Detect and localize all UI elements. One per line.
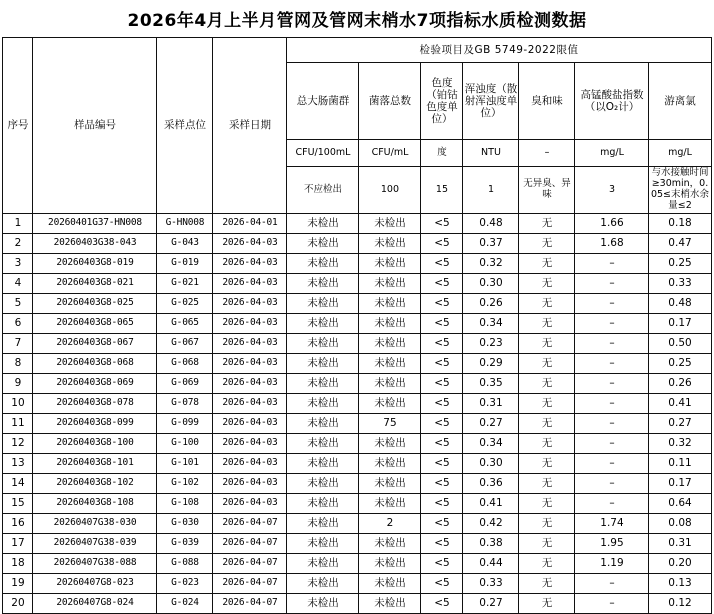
cell-sample-id: 20260403G8-021 — [33, 274, 157, 294]
cell-coliform: 未检出 — [287, 574, 359, 594]
cell-colony: 未检出 — [359, 454, 421, 474]
cell-permanganate: 1.68 — [575, 234, 649, 254]
column-header-permanganate: 高锰酸盐指数（以O₂计） — [575, 63, 649, 140]
limit-coliform: 不应检出 — [287, 167, 359, 214]
cell-sample-id: 20260407G8-024 — [33, 594, 157, 614]
cell-date: 2026-04-07 — [213, 534, 287, 554]
cell-point: G-068 — [157, 354, 213, 374]
cell-chlorine: 0.17 — [649, 474, 711, 494]
cell-coliform: 未检出 — [287, 374, 359, 394]
table-row — [3, 354, 711, 374]
cell-turbidity: 0.37 — [463, 234, 519, 254]
cell-chroma: <5 — [421, 474, 463, 494]
cell-turbidity: 0.31 — [463, 394, 519, 414]
cell-chlorine: 0.33 — [649, 274, 711, 294]
table-row — [3, 314, 711, 334]
cell-date: 2026-04-03 — [213, 374, 287, 394]
cell-permanganate: – — [575, 374, 649, 394]
cell-permanganate: – — [575, 254, 649, 274]
cell-turbidity: 0.42 — [463, 514, 519, 534]
cell-date: 2026-04-03 — [213, 494, 287, 514]
table-row — [3, 534, 711, 554]
cell-sample-id: 20260403G8-099 — [33, 414, 157, 434]
cell-point: G-101 — [157, 454, 213, 474]
limit-chlorine: 与水接触时间≥30min，0.05≤末梢水余量≤2 — [649, 167, 711, 214]
cell-no: 14 — [3, 474, 33, 494]
cell-odor: 无 — [519, 494, 575, 514]
cell-date: 2026-04-03 — [213, 334, 287, 354]
column-header-turbidity: 浑浊度（散射浑浊度单位） — [463, 63, 519, 140]
cell-odor: 无 — [519, 474, 575, 494]
cell-chlorine: 0.18 — [649, 214, 711, 234]
table-row — [3, 374, 711, 394]
cell-chroma: <5 — [421, 354, 463, 374]
cell-coliform: 未检出 — [287, 234, 359, 254]
cell-no: 6 — [3, 314, 33, 334]
cell-coliform: 未检出 — [287, 494, 359, 514]
cell-odor: 无 — [519, 534, 575, 554]
cell-chroma: <5 — [421, 394, 463, 414]
cell-permanganate: – — [575, 334, 649, 354]
cell-odor: 无 — [519, 374, 575, 394]
cell-turbidity: 0.34 — [463, 434, 519, 454]
column-header-sample-id: 样品编号 — [33, 38, 157, 214]
cell-point: G-088 — [157, 554, 213, 574]
cell-coliform: 未检出 — [287, 474, 359, 494]
cell-permanganate: – — [575, 454, 649, 474]
column-header-sample-date: 采样日期 — [213, 38, 287, 214]
cell-sample-id: 20260407G38-030 — [33, 514, 157, 534]
cell-point: G-HN008 — [157, 214, 213, 234]
cell-turbidity: 0.41 — [463, 494, 519, 514]
unit-colony: CFU/mL — [359, 140, 421, 167]
cell-date: 2026-04-03 — [213, 254, 287, 274]
cell-point: G-019 — [157, 254, 213, 274]
cell-permanganate: – — [575, 594, 649, 614]
cell-sample-id: 20260403G8-065 — [33, 314, 157, 334]
cell-no: 1 — [3, 214, 33, 234]
cell-no: 15 — [3, 494, 33, 514]
cell-point: G-099 — [157, 414, 213, 434]
cell-odor: 无 — [519, 234, 575, 254]
cell-date: 2026-04-03 — [213, 474, 287, 494]
cell-no: 16 — [3, 514, 33, 534]
cell-chroma: <5 — [421, 574, 463, 594]
cell-coliform: 未检出 — [287, 434, 359, 454]
cell-colony: 未检出 — [359, 554, 421, 574]
cell-no: 4 — [3, 274, 33, 294]
cell-point: G-025 — [157, 294, 213, 314]
cell-permanganate: – — [575, 474, 649, 494]
cell-turbidity: 0.32 — [463, 254, 519, 274]
page-title: 2026年4月上半月管网及管网末梢水7项指标水质检测数据 — [127, 11, 587, 31]
cell-chlorine: 0.17 — [649, 314, 711, 334]
cell-sample-id: 20260407G8-023 — [33, 574, 157, 594]
cell-permanganate: 1.19 — [575, 554, 649, 574]
cell-sample-id: 20260403G8-069 — [33, 374, 157, 394]
unit-coliform: CFU/100mL — [287, 140, 359, 167]
cell-colony: 未检出 — [359, 214, 421, 234]
cell-permanganate: – — [575, 434, 649, 454]
table-row — [3, 294, 711, 314]
cell-point: G-065 — [157, 314, 213, 334]
unit-chlorine: mg/L — [649, 140, 711, 167]
cell-coliform: 未检出 — [287, 414, 359, 434]
table-row — [3, 214, 711, 234]
cell-chlorine: 0.26 — [649, 374, 711, 394]
table-header-group-row — [3, 38, 711, 63]
cell-colony: 未检出 — [359, 474, 421, 494]
cell-colony: 2 — [359, 514, 421, 534]
unit-odor: – — [519, 140, 575, 167]
cell-no: 3 — [3, 254, 33, 274]
column-header-chroma: 色度（铂钴色度单位） — [421, 63, 463, 140]
cell-chlorine: 0.11 — [649, 454, 711, 474]
cell-odor: 无 — [519, 574, 575, 594]
cell-no: 13 — [3, 454, 33, 474]
cell-sample-id: 20260403G8-019 — [33, 254, 157, 274]
cell-chlorine: 0.25 — [649, 354, 711, 374]
cell-chroma: <5 — [421, 254, 463, 274]
table-row — [3, 334, 711, 354]
cell-coliform: 未检出 — [287, 554, 359, 574]
cell-point: G-108 — [157, 494, 213, 514]
cell-chroma: <5 — [421, 514, 463, 534]
table-row — [3, 394, 711, 414]
cell-chroma: <5 — [421, 234, 463, 254]
cell-chlorine: 0.13 — [649, 574, 711, 594]
table-row — [3, 234, 711, 254]
cell-coliform: 未检出 — [287, 274, 359, 294]
cell-permanganate: – — [575, 354, 649, 374]
cell-date: 2026-04-03 — [213, 434, 287, 454]
cell-coliform: 未检出 — [287, 214, 359, 234]
cell-chroma: <5 — [421, 554, 463, 574]
cell-no: 20 — [3, 594, 33, 614]
cell-chlorine: 0.32 — [649, 434, 711, 454]
cell-sample-id: 20260407G38-088 — [33, 554, 157, 574]
cell-turbidity: 0.34 — [463, 314, 519, 334]
cell-coliform: 未检出 — [287, 454, 359, 474]
cell-chlorine: 0.25 — [649, 254, 711, 274]
limit-chroma: 15 — [421, 167, 463, 214]
cell-date: 2026-04-03 — [213, 234, 287, 254]
cell-colony: 未检出 — [359, 234, 421, 254]
cell-colony: 未检出 — [359, 394, 421, 414]
cell-coliform: 未检出 — [287, 534, 359, 554]
cell-point: G-023 — [157, 574, 213, 594]
cell-point: G-039 — [157, 534, 213, 554]
cell-chlorine: 0.41 — [649, 394, 711, 414]
cell-colony: 未检出 — [359, 494, 421, 514]
cell-date: 2026-04-07 — [213, 594, 287, 614]
cell-permanganate: 1.74 — [575, 514, 649, 534]
cell-odor: 无 — [519, 394, 575, 414]
cell-coliform: 未检出 — [287, 514, 359, 534]
cell-turbidity: 0.30 — [463, 454, 519, 474]
cell-date: 2026-04-03 — [213, 394, 287, 414]
table-row — [3, 414, 711, 434]
cell-point: G-030 — [157, 514, 213, 534]
cell-date: 2026-04-03 — [213, 354, 287, 374]
cell-colony: 未检出 — [359, 434, 421, 454]
cell-date: 2026-04-03 — [213, 314, 287, 334]
cell-coliform: 未检出 — [287, 354, 359, 374]
cell-colony: 未检出 — [359, 594, 421, 614]
cell-permanganate: – — [575, 294, 649, 314]
unit-turbidity: NTU — [463, 140, 519, 167]
cell-odor: 无 — [519, 594, 575, 614]
cell-turbidity: 0.38 — [463, 534, 519, 554]
cell-chroma: <5 — [421, 494, 463, 514]
cell-chroma: <5 — [421, 534, 463, 554]
cell-turbidity: 0.30 — [463, 274, 519, 294]
table-row — [3, 474, 711, 494]
cell-point: G-067 — [157, 334, 213, 354]
cell-odor: 无 — [519, 334, 575, 354]
cell-no: 12 — [3, 434, 33, 454]
cell-colony: 未检出 — [359, 334, 421, 354]
limit-permanganate: 3 — [575, 167, 649, 214]
cell-coliform: 未检出 — [287, 594, 359, 614]
cell-odor: 无 — [519, 454, 575, 474]
cell-turbidity: 0.26 — [463, 294, 519, 314]
unit-permanganate: mg/L — [575, 140, 649, 167]
cell-chlorine: 0.50 — [649, 334, 711, 354]
cell-chlorine: 0.64 — [649, 494, 711, 514]
cell-chlorine: 0.47 — [649, 234, 711, 254]
cell-colony: 未检出 — [359, 294, 421, 314]
cell-date: 2026-04-07 — [213, 514, 287, 534]
cell-permanganate: – — [575, 494, 649, 514]
cell-turbidity: 0.48 — [463, 214, 519, 234]
column-header-no: 序号 — [3, 38, 33, 214]
column-header-odor: 臭和味 — [519, 63, 575, 140]
cell-odor: 无 — [519, 214, 575, 234]
cell-turbidity: 0.27 — [463, 414, 519, 434]
cell-permanganate: – — [575, 274, 649, 294]
cell-chlorine: 0.12 — [649, 594, 711, 614]
cell-permanganate: – — [575, 574, 649, 594]
cell-chroma: <5 — [421, 214, 463, 234]
cell-turbidity: 0.33 — [463, 574, 519, 594]
cell-no: 8 — [3, 354, 33, 374]
cell-coliform: 未检出 — [287, 254, 359, 274]
cell-colony: 75 — [359, 414, 421, 434]
cell-chroma: <5 — [421, 434, 463, 454]
cell-chlorine: 0.27 — [649, 414, 711, 434]
cell-no: 9 — [3, 374, 33, 394]
cell-sample-id: 20260403G8-108 — [33, 494, 157, 514]
cell-permanganate: – — [575, 314, 649, 334]
cell-point: G-100 — [157, 434, 213, 454]
cell-chroma: <5 — [421, 374, 463, 394]
cell-permanganate: 1.95 — [575, 534, 649, 554]
water-quality-table — [2, 37, 711, 614]
cell-turbidity: 0.35 — [463, 374, 519, 394]
cell-odor: 无 — [519, 354, 575, 374]
cell-colony: 未检出 — [359, 314, 421, 334]
cell-colony: 未检出 — [359, 274, 421, 294]
limit-turbidity: 1 — [463, 167, 519, 214]
cell-no: 2 — [3, 234, 33, 254]
cell-no: 17 — [3, 534, 33, 554]
cell-odor: 无 — [519, 514, 575, 534]
cell-chroma: <5 — [421, 594, 463, 614]
cell-chlorine: 0.31 — [649, 534, 711, 554]
cell-colony: 未检出 — [359, 574, 421, 594]
cell-colony: 未检出 — [359, 534, 421, 554]
cell-coliform: 未检出 — [287, 334, 359, 354]
cell-chroma: <5 — [421, 334, 463, 354]
cell-chlorine: 0.48 — [649, 294, 711, 314]
table-row — [3, 454, 711, 474]
column-header-coliform: 总大肠菌群 — [287, 63, 359, 140]
table-row — [3, 254, 711, 274]
limit-colony: 100 — [359, 167, 421, 214]
limit-odor: 无异臭、异味 — [519, 167, 575, 214]
table-row — [3, 574, 711, 594]
cell-sample-id: 20260401G37-HN008 — [33, 214, 157, 234]
cell-sample-id: 20260403G8-101 — [33, 454, 157, 474]
cell-sample-id: 20260407G38-039 — [33, 534, 157, 554]
table-row — [3, 554, 711, 574]
cell-point: G-021 — [157, 274, 213, 294]
cell-sample-id: 20260403G8-068 — [33, 354, 157, 374]
table-row — [3, 274, 711, 294]
cell-sample-id: 20260403G8-025 — [33, 294, 157, 314]
cell-point: G-078 — [157, 394, 213, 414]
cell-turbidity: 0.44 — [463, 554, 519, 574]
cell-odor: 无 — [519, 274, 575, 294]
cell-date: 2026-04-03 — [213, 274, 287, 294]
cell-date: 2026-04-03 — [213, 294, 287, 314]
cell-no: 5 — [3, 294, 33, 314]
cell-chlorine: 0.08 — [649, 514, 711, 534]
column-header-sample-point: 采样点位 — [157, 38, 213, 214]
cell-odor: 无 — [519, 314, 575, 334]
cell-colony: 未检出 — [359, 374, 421, 394]
cell-chroma: <5 — [421, 314, 463, 334]
cell-turbidity: 0.27 — [463, 594, 519, 614]
cell-odor: 无 — [519, 294, 575, 314]
cell-point: G-069 — [157, 374, 213, 394]
cell-chroma: <5 — [421, 294, 463, 314]
cell-sample-id: 20260403G8-102 — [33, 474, 157, 494]
cell-permanganate: – — [575, 394, 649, 414]
table-row — [3, 494, 711, 514]
cell-chlorine: 0.20 — [649, 554, 711, 574]
cell-date: 2026-04-01 — [213, 214, 287, 234]
cell-no: 7 — [3, 334, 33, 354]
cell-coliform: 未检出 — [287, 294, 359, 314]
column-header-chlorine: 游离氯 — [649, 63, 711, 140]
cell-odor: 无 — [519, 254, 575, 274]
cell-colony: 未检出 — [359, 254, 421, 274]
cell-point: G-043 — [157, 234, 213, 254]
cell-chroma: <5 — [421, 454, 463, 474]
column-header-colony: 菌落总数 — [359, 63, 421, 140]
cell-no: 11 — [3, 414, 33, 434]
cell-odor: 无 — [519, 554, 575, 574]
cell-chroma: <5 — [421, 414, 463, 434]
cell-turbidity: 0.29 — [463, 354, 519, 374]
unit-chroma: 度 — [421, 140, 463, 167]
cell-point: G-102 — [157, 474, 213, 494]
cell-permanganate: – — [575, 414, 649, 434]
cell-point: G-024 — [157, 594, 213, 614]
cell-sample-id: 20260403G8-100 — [33, 434, 157, 454]
cell-coliform: 未检出 — [287, 314, 359, 334]
cell-no: 19 — [3, 574, 33, 594]
cell-date: 2026-04-03 — [213, 414, 287, 434]
cell-sample-id: 20260403G8-078 — [33, 394, 157, 414]
table-row — [3, 514, 711, 534]
cell-sample-id: 20260403G8-067 — [33, 334, 157, 354]
cell-no: 18 — [3, 554, 33, 574]
table-row — [3, 434, 711, 454]
cell-sample-id: 20260403G38-043 — [33, 234, 157, 254]
cell-date: 2026-04-03 — [213, 454, 287, 474]
cell-chroma: <5 — [421, 274, 463, 294]
cell-coliform: 未检出 — [287, 394, 359, 414]
cell-odor: 无 — [519, 434, 575, 454]
cell-date: 2026-04-07 — [213, 554, 287, 574]
cell-colony: 未检出 — [359, 354, 421, 374]
cell-odor: 无 — [519, 414, 575, 434]
cell-turbidity: 0.23 — [463, 334, 519, 354]
cell-turbidity: 0.36 — [463, 474, 519, 494]
cell-no: 10 — [3, 394, 33, 414]
column-header-group-label: 检验项目及GB 5749-2022限值 — [287, 38, 711, 63]
cell-permanganate: 1.66 — [575, 214, 649, 234]
cell-date: 2026-04-07 — [213, 574, 287, 594]
